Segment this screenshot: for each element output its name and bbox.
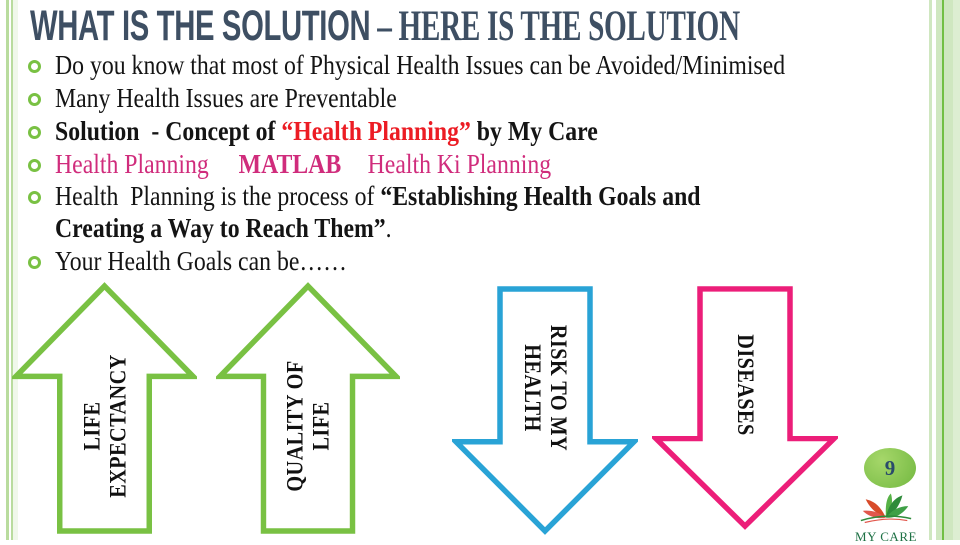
bullet-list: [26, 50, 920, 279]
arrow-label-line: QUALITY OF: [282, 360, 308, 492]
arrow-label-line: HEALTH: [520, 343, 545, 432]
bullet-ring-icon: [28, 191, 41, 204]
bullet-text: [55, 50, 785, 82]
bullet-text-segment: Your Health Goals can be……: [55, 246, 347, 277]
arrow-label-line: DISEASES: [732, 334, 758, 437]
bullet-item: [26, 83, 920, 115]
bullet-item: [26, 149, 920, 181]
bullet-text-segment: “Establishing Health Goals and: [380, 181, 701, 212]
bullet-ring-icon: [28, 60, 41, 73]
bullet-text-segment: Health Ki Planning: [367, 148, 552, 179]
bullet-text-segment: by My Care: [470, 115, 598, 146]
page-number: 9: [884, 455, 896, 480]
bullet-text: [55, 181, 701, 245]
bullet-ring-icon: [28, 93, 41, 106]
bullet-item: [26, 116, 920, 148]
bullet-text-segment: Many Health Issues are Preventable: [55, 82, 397, 113]
bullet-text-segment: Health Planning is the process of: [55, 181, 381, 212]
arrow-label-line: RISK TO MY: [545, 324, 571, 451]
bullet-text-segment: Do you know that most of Physical Health Issues can be Avoided/Minimised: [55, 50, 786, 80]
arrow-quality-of-life: [216, 282, 400, 535]
page-number-badge: [864, 448, 916, 488]
bullet-text-segment: Solution - Concept of: [55, 115, 282, 146]
bullet-text: [55, 116, 598, 148]
logo-text: MY CARE: [855, 529, 917, 544]
arrow-label-line: LIFE: [308, 401, 333, 451]
bullet-text-segment: Health Planning: [55, 148, 209, 179]
matlab-word: MATLAB: [238, 148, 342, 179]
my-care-logo: [846, 492, 926, 545]
title-part-serif: – HERE IS THE SOLUTION: [370, 3, 740, 50]
page-title: [30, 4, 740, 49]
arrow-label: [282, 361, 334, 492]
arrow-label-line: LIFE: [78, 401, 104, 451]
arrow-label: [732, 335, 758, 436]
bullet-text: [55, 149, 551, 181]
arrow-label: [519, 324, 571, 450]
right-border-stripes: [927, 0, 960, 540]
arrow-life-expectancy: [12, 282, 197, 535]
arrow-risk-to-my-health: [452, 285, 638, 535]
bullet-text: [55, 83, 397, 115]
arrow-label: [79, 354, 131, 497]
bullet-ring-icon: [28, 256, 41, 269]
bullet-item: [26, 181, 920, 245]
logo-leaves-icon: [857, 492, 915, 524]
arrow-diseases: [652, 285, 838, 530]
arrow-label-line: EXPECTANCY: [104, 354, 130, 498]
health-planning-highlight: “Health Planning”: [281, 115, 471, 146]
bullet-item: [26, 246, 920, 278]
bullet-text: [55, 246, 347, 278]
bullet-text-segment: .: [385, 213, 392, 244]
title-part-sans: WHAT IS THE SOLUTION: [30, 2, 371, 50]
bullet-text-segment: Creating a Way to Reach Them”: [55, 213, 386, 244]
bullet-ring-icon: [28, 159, 41, 172]
bullet-ring-icon: [28, 126, 41, 139]
bullet-item: [26, 50, 920, 82]
